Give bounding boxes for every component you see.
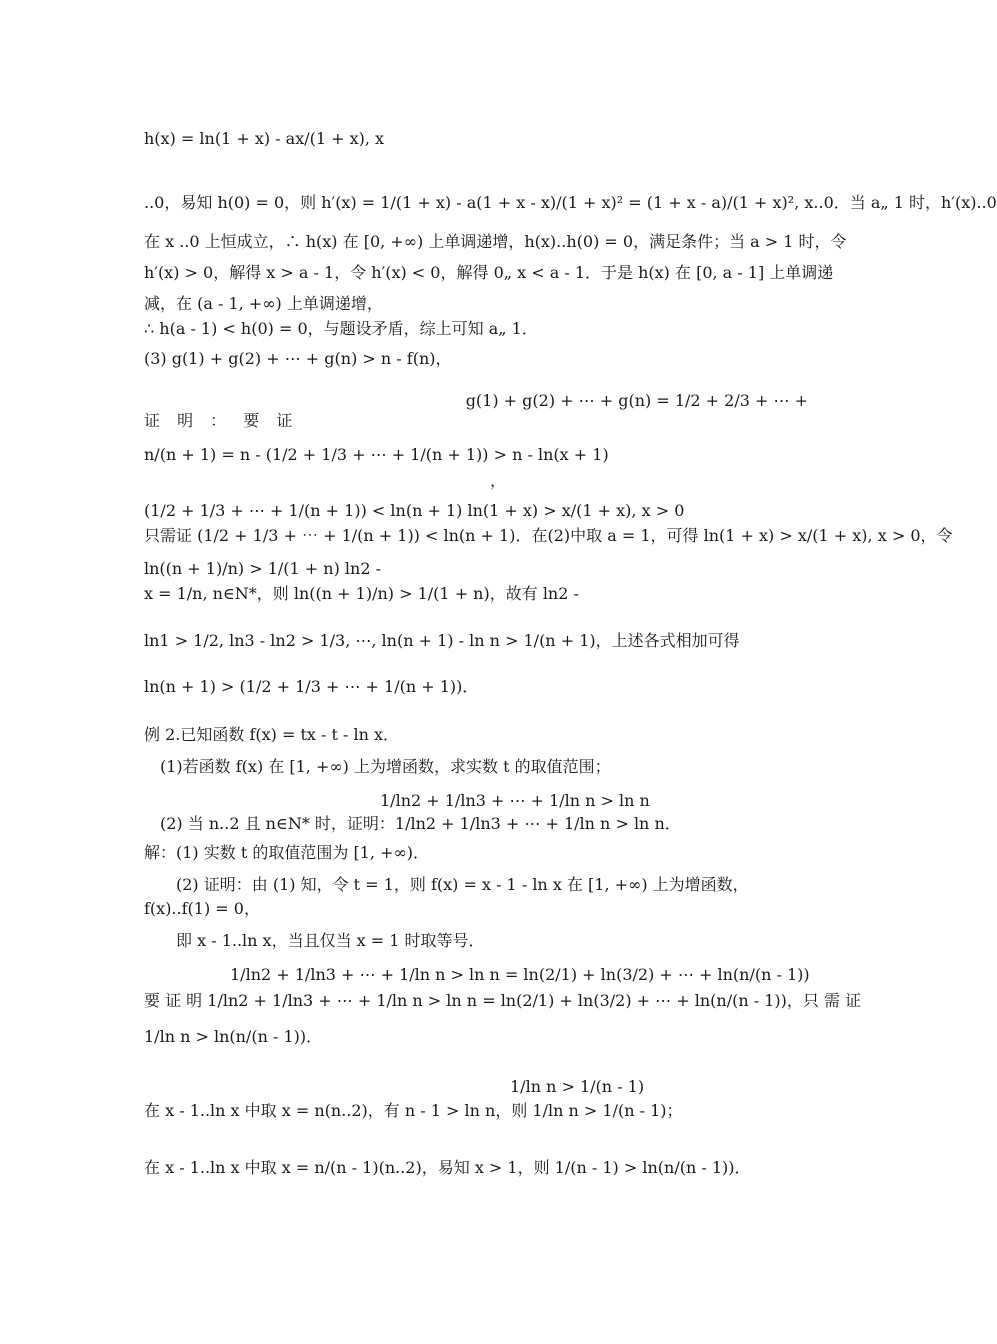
text-line: 在 x ..0 上恒成立，∴ h(x) 在 [0, +∞) 上单调递增，h(x)..h(0) = 0，满足条件；当 a > 1 时，令: [144, 232, 847, 251]
text-line: 解：(1) 实数 t 的取值范围为 [1, +∞)．: [144, 843, 430, 862]
text-line: ..0，易知 h(0) = 0，则 h′(x) = 1/(1 + x) - a(1 + x - x)/(1 + x)² = (1 + x - a)/(1 + x)², x..0．当 a„ 1 时，h′(x)..0: [144, 193, 997, 212]
text-line: x = 1/n, n∈N*，则 ln((n + 1)/n) > 1/(1 + n)，故有 ln2 -: [144, 584, 579, 603]
text-line: 证 明 ： 要 证: [144, 411, 299, 430]
text-line: ∴ h(a - 1) < h(0) = 0，与题设矛盾，综上可知 a„ 1．: [144, 319, 538, 338]
text-line: 1/ln2 + 1/ln3 + ⋯ + 1/ln n > ln n: [380, 791, 650, 810]
text-line: f(x)..f(1) = 0，: [144, 899, 260, 918]
text-line: 1/ln2 + 1/ln3 + ⋯ + 1/ln n > ln n = ln(2/1) + ln(3/2) + ⋯ + ln(n/(n - 1)): [230, 965, 810, 984]
text-line: 在 x - 1..ln x 中取 x = n(n..2)，有 n - 1 > ln n，则 1/ln n > 1/(n - 1)；: [144, 1101, 683, 1120]
text-line: 1/ln n > ln(n/(n - 1))．: [144, 1027, 323, 1046]
text-line: 在 x - 1..ln x 中取 x = n/(n - 1)(n..2)，易知 x > 1，则 1/(n - 1) > ln(n/(n - 1))．: [144, 1158, 751, 1177]
text-line: ln((n + 1)/n) > 1/(1 + n) ln2 -: [144, 559, 382, 578]
text-line: g(1) + g(2) + ⋯ + g(n) = 1/2 + 2/3 + ⋯ +: [465, 391, 808, 410]
text-line: ln1 > 1/2, ln3 - ln2 > 1/3, ⋯, ln(n + 1) - ln n > 1/(n + 1)，上述各式相加可得: [144, 631, 740, 650]
text-line: h′(x) > 0，解得 x > a - 1，令 h′(x) < 0，解得 0„ x < a - 1．于是 h(x) 在 [0, a - 1] 上单调递: [144, 263, 834, 282]
text-line: (1/2 + 1/3 + ⋯ + 1/(n + 1)) < ln(n + 1) ln(1 + x) > x/(1 + x), x > 0: [144, 501, 685, 520]
text-line: 即 x - 1..ln x，当且仅当 x = 1 时取等号．: [176, 931, 485, 950]
text-line: (3) g(1) + g(2) + ⋯ + g(n) > n - f(n)，: [144, 349, 452, 368]
text-line: (2) 证明：由 (1) 知，令 t = 1，则 f(x) = x - 1 - ln x 在 [1, +∞) 上为增函数，: [176, 875, 749, 894]
text-line: (1)若函数 f(x) 在 [1, +∞) 上为增函数，求实数 t 的取值范围；: [160, 757, 611, 776]
text-line: 例 2.已知函数 f(x) = tx - t - ln x．: [144, 725, 400, 744]
text-line: ，: [490, 471, 507, 490]
text-line: 只需证 (1/2 + 1/3 + ⋯ + 1/(n + 1)) < ln(n + 1)．在(2)中取 a = 1，可得 ln(1 + x) > x/(1 + x), x > 0，令: [144, 526, 953, 545]
text-line: 要 证 明 1/ln2 + 1/ln3 + ⋯ + 1/ln n > ln n = ln(2/1) + ln(3/2) + ⋯ + ln(n/(n - 1))，只 需 证: [144, 991, 862, 1010]
text-line: 减，在 (a - 1, +∞) 上单调递增，: [144, 294, 383, 313]
text-line: (2) 当 n..2 且 n∈N* 时，证明：1/ln2 + 1/ln3 + ⋯ + 1/ln n > ln n．: [160, 814, 681, 833]
text-line: h(x) = ln(1 + x) - ax/(1 + x), x: [144, 129, 385, 148]
text-line: ln(n + 1) > (1/2 + 1/3 + ⋯ + 1/(n + 1))．: [144, 677, 479, 696]
text-line: 1/ln n > 1/(n - 1): [510, 1077, 645, 1096]
text-line: n/(n + 1) = n - (1/2 + 1/3 + ⋯ + 1/(n + 1)) > n - ln(x + 1): [144, 445, 609, 464]
